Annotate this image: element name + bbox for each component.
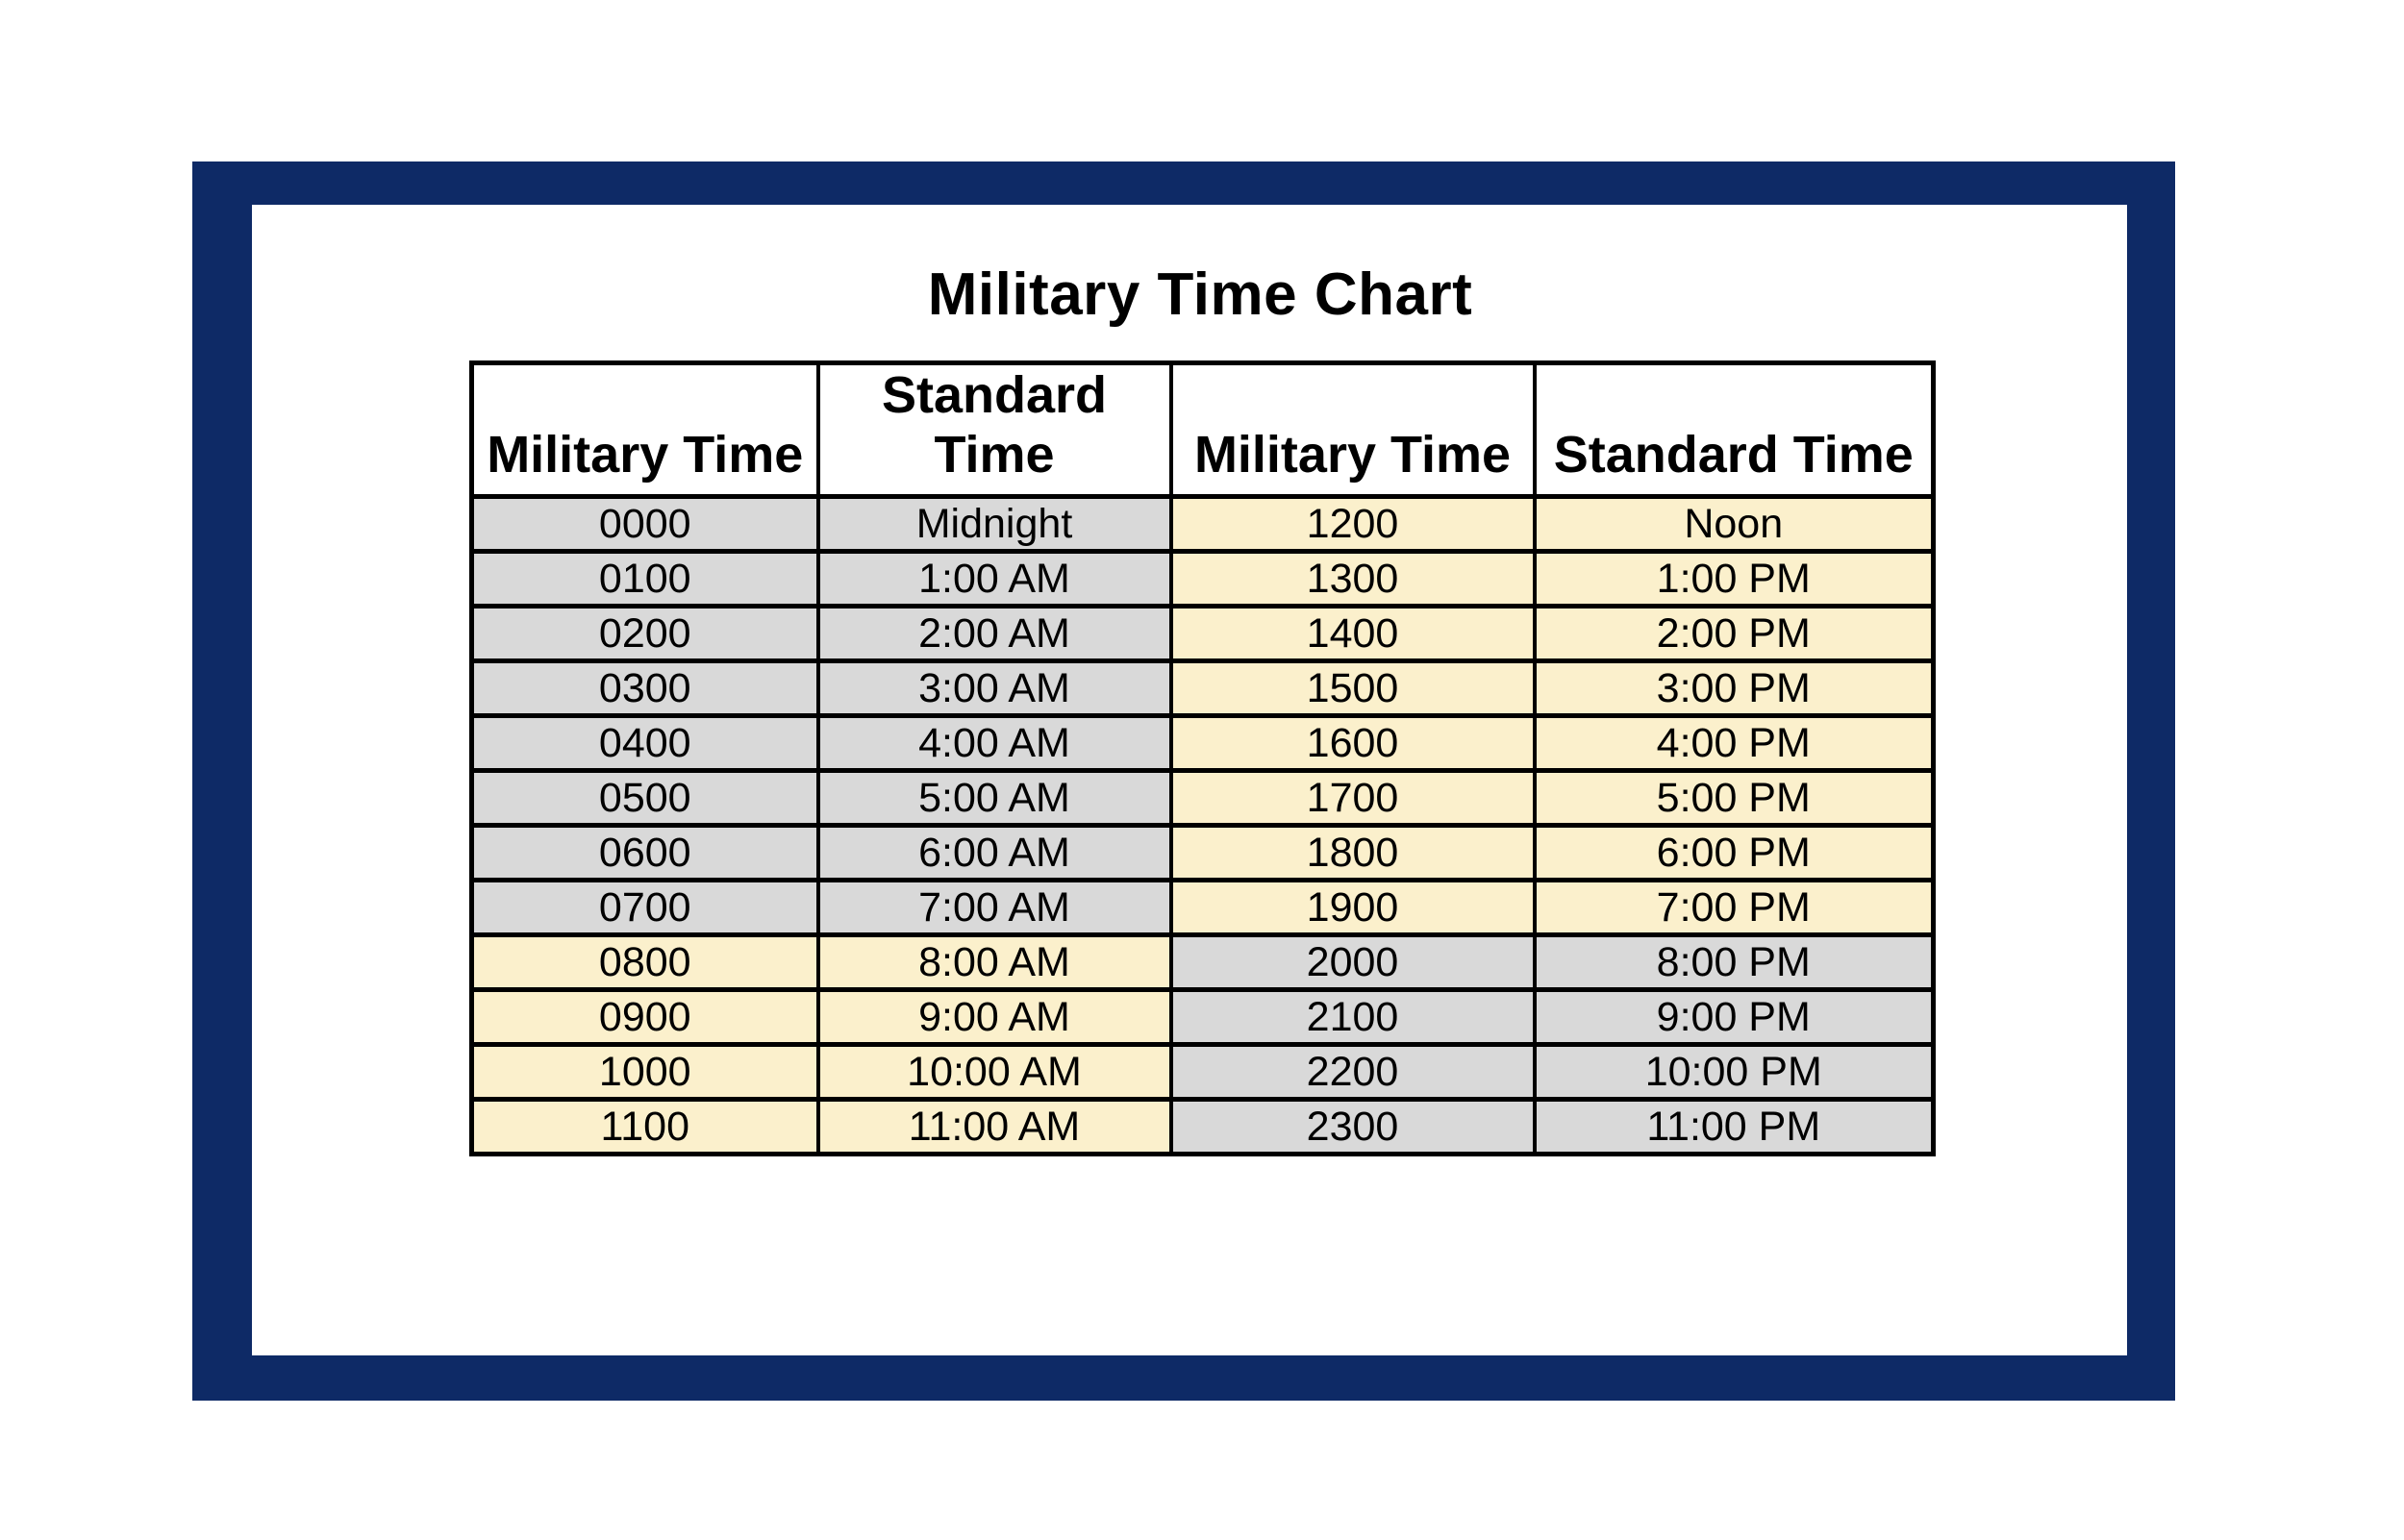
military-time-cell: 2300 — [1171, 1100, 1535, 1155]
header-military-time-right: Military Time — [1171, 363, 1535, 497]
standard-time-cell: 5:00 AM — [818, 771, 1171, 826]
military-time-cell: 0300 — [472, 661, 818, 716]
table-row — [472, 826, 1934, 881]
standard-time-cell: 3:00 PM — [1535, 661, 1934, 716]
standard-time-cell: 7:00 AM — [818, 881, 1171, 935]
standard-time-cell: 8:00 PM — [1535, 935, 1934, 990]
military-time-cell: 0600 — [472, 826, 818, 881]
standard-time-cell: 10:00 PM — [1535, 1045, 1934, 1100]
standard-time-cell: 8:00 AM — [818, 935, 1171, 990]
standard-time-cell: 3:00 AM — [818, 661, 1171, 716]
table-row — [472, 990, 1934, 1045]
standard-time-cell: 1:00 AM — [818, 552, 1171, 607]
standard-time-cell: 2:00 PM — [1535, 607, 1934, 661]
standard-time-cell: 4:00 PM — [1535, 716, 1934, 771]
military-time-cell: 2200 — [1171, 1045, 1535, 1100]
standard-time-cell: 6:00 AM — [818, 826, 1171, 881]
table-row — [472, 1100, 1934, 1155]
standard-time-cell: Noon — [1535, 497, 1934, 552]
table-row — [472, 1045, 1934, 1100]
standard-time-cell: 11:00 AM — [818, 1100, 1171, 1155]
standard-time-cell: 1:00 PM — [1535, 552, 1934, 607]
military-time-cell: 0400 — [472, 716, 818, 771]
page-title: Military Time Chart — [927, 261, 1473, 328]
table-row — [472, 935, 1934, 990]
standard-time-cell: 9:00 PM — [1535, 990, 1934, 1045]
table-row — [472, 552, 1934, 607]
standard-time-cell: Midnight — [818, 497, 1171, 552]
military-time-cell: 1700 — [1171, 771, 1535, 826]
standard-time-cell: 6:00 PM — [1535, 826, 1934, 881]
table-row — [472, 661, 1934, 716]
table-row — [472, 497, 1934, 552]
military-time-cell: 1300 — [1171, 552, 1535, 607]
military-time-cell: 0100 — [472, 552, 818, 607]
military-time-table — [469, 360, 1936, 1156]
military-time-cell: 1400 — [1171, 607, 1535, 661]
table-header-row — [472, 363, 1934, 497]
military-time-cell: 2000 — [1171, 935, 1535, 990]
standard-time-cell: 9:00 AM — [818, 990, 1171, 1045]
table-row — [472, 881, 1934, 935]
header-standard-time-left: Standard Time — [818, 363, 1171, 497]
military-time-cell: 1500 — [1171, 661, 1535, 716]
header-military-time-left: Military Time — [472, 363, 818, 497]
military-time-cell: 0000 — [472, 497, 818, 552]
military-time-cell: 0200 — [472, 607, 818, 661]
military-time-cell: 0700 — [472, 881, 818, 935]
military-time-cell: 0500 — [472, 771, 818, 826]
military-time-cell: 1100 — [472, 1100, 818, 1155]
standard-time-cell: 10:00 AM — [818, 1045, 1171, 1100]
standard-time-cell: 11:00 PM — [1535, 1100, 1934, 1155]
military-time-cell: 1600 — [1171, 716, 1535, 771]
standard-time-cell: 4:00 AM — [818, 716, 1171, 771]
military-time-cell: 0900 — [472, 990, 818, 1045]
table-row — [472, 771, 1934, 826]
table-row — [472, 607, 1934, 661]
military-time-cell: 1200 — [1171, 497, 1535, 552]
military-time-cell: 0800 — [472, 935, 818, 990]
header-standard-time-right: Standard Time — [1535, 363, 1934, 497]
standard-time-cell: 2:00 AM — [818, 607, 1171, 661]
military-time-cell: 1000 — [472, 1045, 818, 1100]
standard-time-cell: 7:00 PM — [1535, 881, 1934, 935]
standard-time-cell: 5:00 PM — [1535, 771, 1934, 826]
military-time-cell: 1800 — [1171, 826, 1535, 881]
military-time-cell: 1900 — [1171, 881, 1535, 935]
table-row — [472, 716, 1934, 771]
military-time-cell: 2100 — [1171, 990, 1535, 1045]
